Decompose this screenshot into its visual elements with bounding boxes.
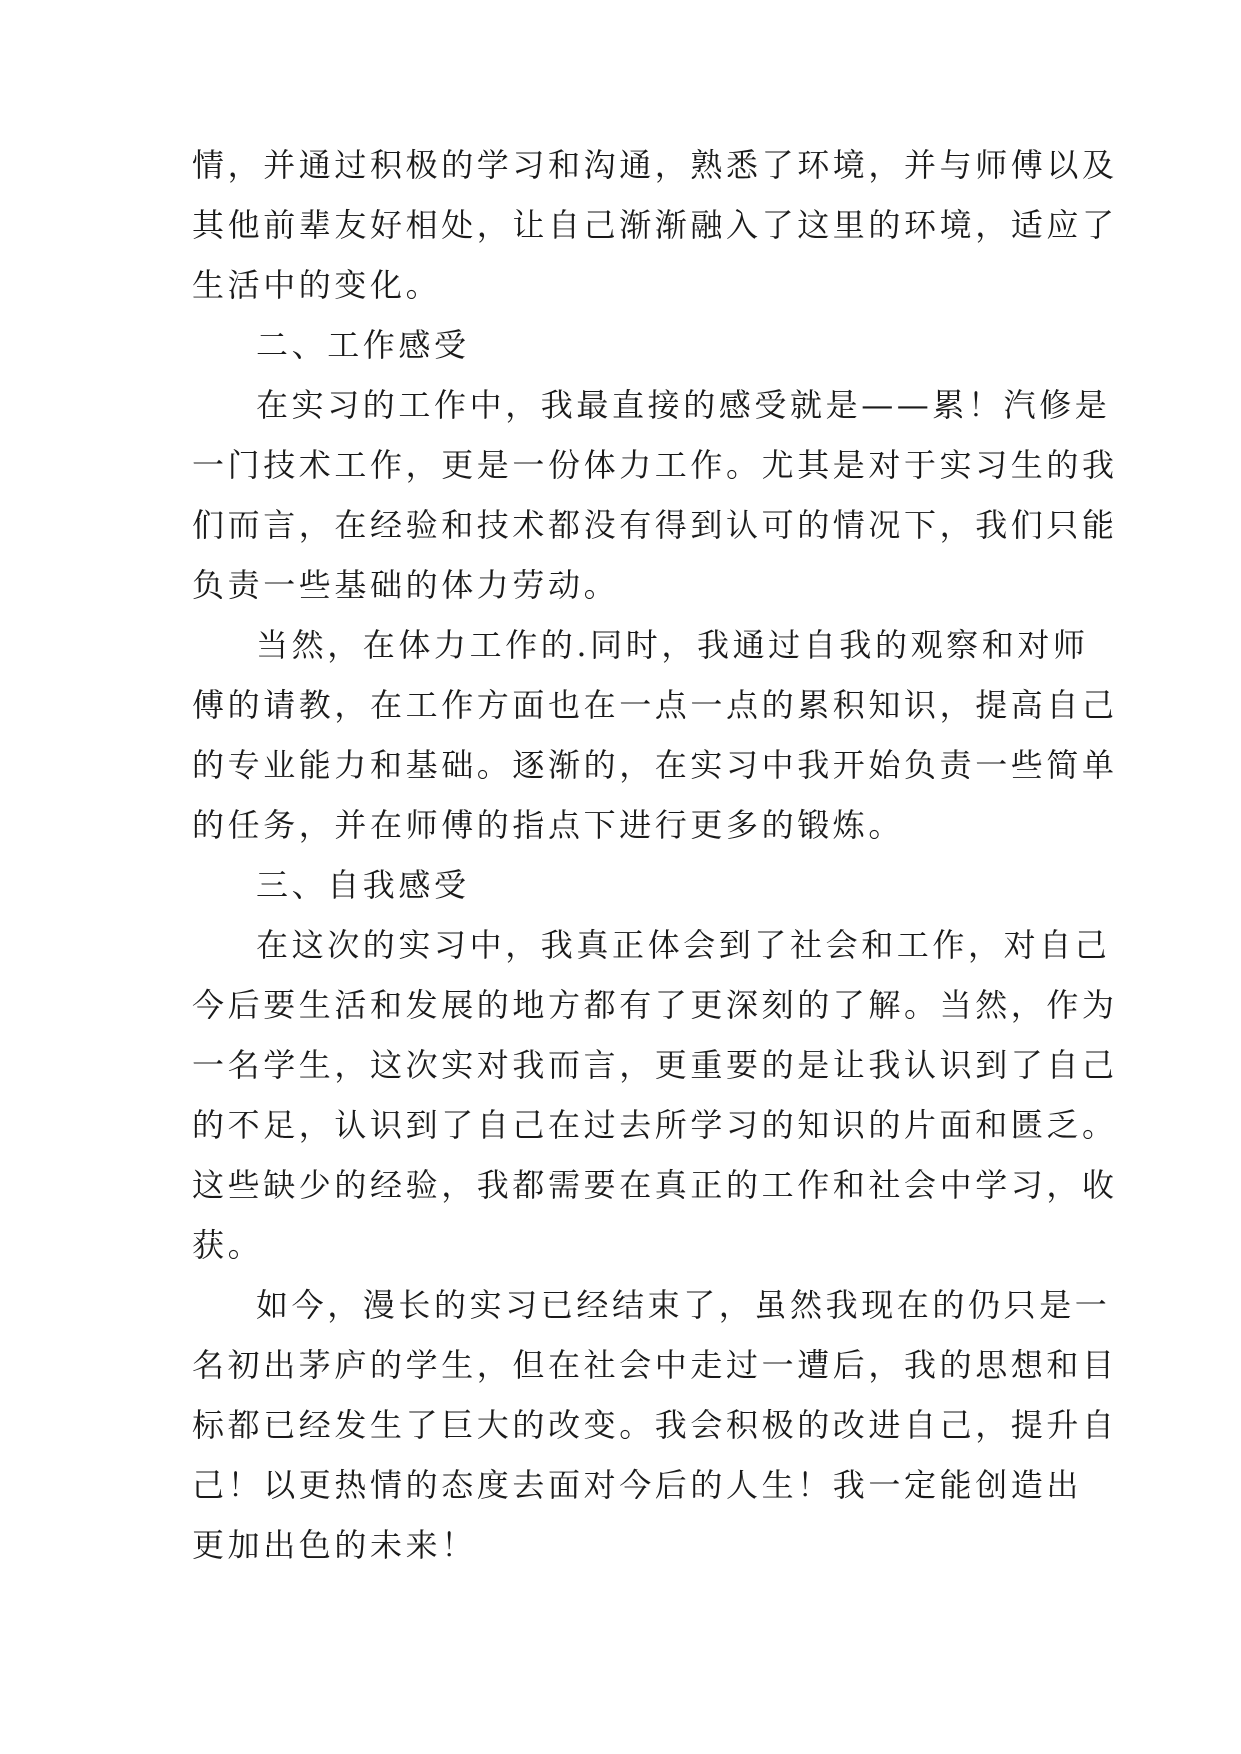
document-body	[192, 135, 1118, 1575]
text-line: 更加出色的未来！	[192, 1526, 477, 1564]
text-line: 这些缺少的经验，我都需要在真正的工作和社会中学习，收	[192, 1166, 1118, 1204]
text-line: 一门技术工作，更是一份体力工作。尤其是对于实习生的我	[192, 446, 1118, 484]
text-line: 己！以更热情的态度去面对今后的人生！我一定能创造出	[192, 1466, 1083, 1504]
text-line: 其他前辈友好相处，让自己渐渐融入了这里的环境，适应了	[192, 206, 1118, 244]
text-line: 获。	[192, 1226, 264, 1264]
text-line: 在实习的工作中，我最直接的感受就是——累！汽修是	[256, 386, 1111, 424]
text-line: 如今，漫长的实习已经结束了，虽然我现在的仍只是一	[256, 1286, 1111, 1324]
text-line: 傅的请教，在工作方面也在一点一点的累积知识，提高自己	[192, 686, 1118, 724]
text-line: 在这次的实习中，我真正体会到了社会和工作，对自己	[256, 926, 1111, 964]
text-line: 的任务，并在师傅的指点下进行更多的锻炼。	[192, 806, 905, 844]
text-line: 情，并通过积极的学习和沟通，熟悉了环境，并与师傅以及	[192, 146, 1118, 184]
text-line: 标都已经发生了巨大的改变。我会积极的改进自己，提升自	[192, 1406, 1118, 1444]
text-line: 们而言，在经验和技术都没有得到认可的情况下，我们只能	[192, 506, 1118, 544]
text-line: 今后要生活和发展的地方都有了更深刻的了解。当然，作为	[192, 986, 1118, 1024]
text-line: 一名学生，这次实对我而言，更重要的是让我认识到了自己	[192, 1046, 1118, 1084]
text-line: 三、自我感受	[256, 866, 470, 904]
text-line: 二、工作感受	[256, 326, 470, 364]
text-line: 当然，在体力工作的.同时，我通过自我的观察和对师	[256, 626, 1089, 664]
text-line: 的专业能力和基础。逐渐的，在实习中我开始负责一些简单	[192, 746, 1118, 784]
text-line: 生活中的变化。	[192, 266, 442, 304]
text-line: 的不足，认识到了自己在过去所学习的知识的片面和匮乏。	[192, 1106, 1118, 1144]
text-line: 名初出茅庐的学生，但在社会中走过一遭后，我的思想和目	[192, 1346, 1118, 1384]
text-line: 负责一些基础的体力劳动。	[192, 566, 620, 604]
